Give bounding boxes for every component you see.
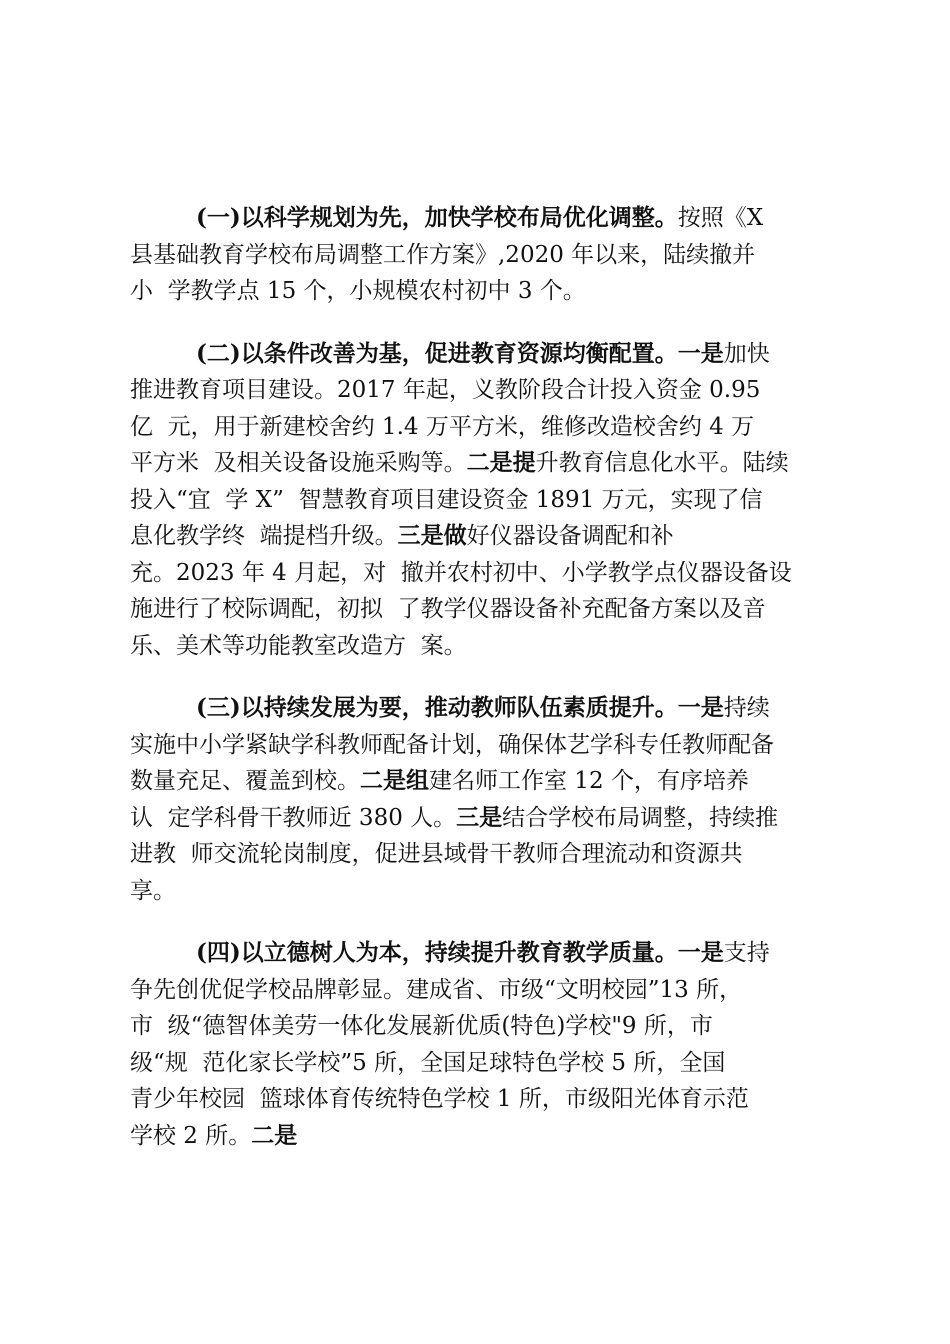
body-text: 推进教育项目建设。2017 年起，义教阶段合计投入资金 0.95: [130, 377, 761, 403]
bold-lead-text: (一)以科学规划为先，加快学校布局优化调整。: [196, 204, 678, 231]
bold-lead-text: 二是组: [360, 767, 429, 794]
text-line: [130, 273, 830, 310]
bold-lead-text: 三是: [456, 803, 503, 831]
text-line: [130, 372, 830, 409]
bold-lead-text: (二)以条件改善为基，促进教育资源均衡配置。一是: [196, 339, 724, 367]
text-line: [130, 409, 830, 446]
document-page: [130, 200, 830, 1180]
text-line: [130, 1045, 830, 1082]
text-line: [130, 972, 830, 1009]
text-line: [130, 445, 830, 482]
body-text: 小 学教学点 15 个，小规模农村初中 3 个。: [130, 278, 586, 304]
body-text: 进教 师交流轮岗制度，促进县域骨干教师合理流动和资源共: [130, 841, 743, 867]
text-line: [130, 482, 830, 519]
body-text: 级“规 范化家长学校”5 所，全国足球特色学校 5 所，全国: [130, 1049, 726, 1076]
body-text: 享。: [130, 877, 176, 904]
body-text: 争先创优促学校品牌彰显。建成省、市级“文明校园”13 所，: [130, 976, 743, 1003]
text-line: [130, 935, 830, 972]
text-line: [130, 836, 830, 873]
body-text: 施进行了校际调配，初拟 了教学仪器设备补充配备方案以及音: [130, 596, 766, 622]
body-text: 支持: [723, 940, 770, 966]
text-line: [130, 727, 830, 764]
text-line: [130, 628, 830, 665]
bold-lead-text: 二是: [251, 1121, 298, 1149]
body-text: 数量充足、覆盖到校。: [130, 768, 360, 794]
body-text: 市 级“德智体美劳一体化发展新优质(特色)学校"9 所，市: [130, 1013, 713, 1039]
text-line: [130, 690, 830, 727]
body-text: 充。2023 年 4 月起，对 撤并农村初中、小学教学点仪器设备设: [130, 559, 792, 586]
body-text: 认 定学科骨干教师近 380 人。: [130, 804, 457, 831]
body-text: 持续: [723, 695, 770, 721]
text-line: [130, 800, 830, 837]
body-text: 青少年校园 篮球体育传统特色学校 1 所，市级阳光体育示范: [130, 1086, 749, 1112]
paragraph: [130, 200, 830, 310]
paragraph: [130, 336, 830, 665]
text-line: [130, 555, 830, 592]
text-line: [130, 1118, 830, 1155]
body-text: 乐、美术等功能教室改造方 案。: [130, 632, 467, 659]
text-line: [130, 1081, 830, 1118]
body-text: 结合学校布局调整，持续推: [502, 804, 779, 831]
body-text: 县基础教育学校布局调整工作方案》,2020 年以来，陆续撤并: [130, 241, 756, 268]
body-text: 建名师工作室 12 个，有序培养: [429, 768, 749, 794]
text-line: [130, 873, 830, 910]
body-text: 平方米 及相关设备设施采购等。: [130, 450, 467, 476]
body-text: 好仪器设备调配和补: [466, 523, 674, 549]
text-line: [130, 591, 830, 628]
body-text: 实施中小学紧缺学科教师配备计划，确保体艺学科专任教师配备: [130, 731, 774, 758]
body-text: 加快: [723, 340, 770, 367]
text-line: [130, 518, 830, 555]
paragraph: [130, 690, 830, 909]
text-line: [130, 336, 830, 373]
body-text: 升教育信息化水平。陆续: [535, 450, 789, 476]
text-line: [130, 1008, 830, 1045]
body-text: 息化教学终 端提档升级。: [130, 523, 398, 549]
body-text: 亿 元，用于新建校舍约 1.4 万平方米，维修改造校舍约 4 万: [130, 413, 755, 440]
body-text: 投入“宜 学 X” 智慧教育项目建设资金 1891 万元，实现了信: [130, 486, 763, 513]
body-text: 按照《X: [677, 205, 764, 231]
bold-lead-text: (四)以立德树人为本，持续提升教育教学质量。一是: [196, 939, 724, 966]
bold-lead-text: 二是提: [466, 449, 536, 476]
paragraph: [130, 935, 830, 1154]
text-line: [130, 200, 830, 237]
body-text: 学校 2 所。: [130, 1122, 252, 1149]
bold-lead-text: (三)以持续发展为要，推动教师队伍素质提升。一是: [196, 694, 724, 721]
text-line: [130, 237, 830, 274]
bold-lead-text: 三是做: [397, 522, 467, 549]
text-line: [130, 763, 830, 800]
